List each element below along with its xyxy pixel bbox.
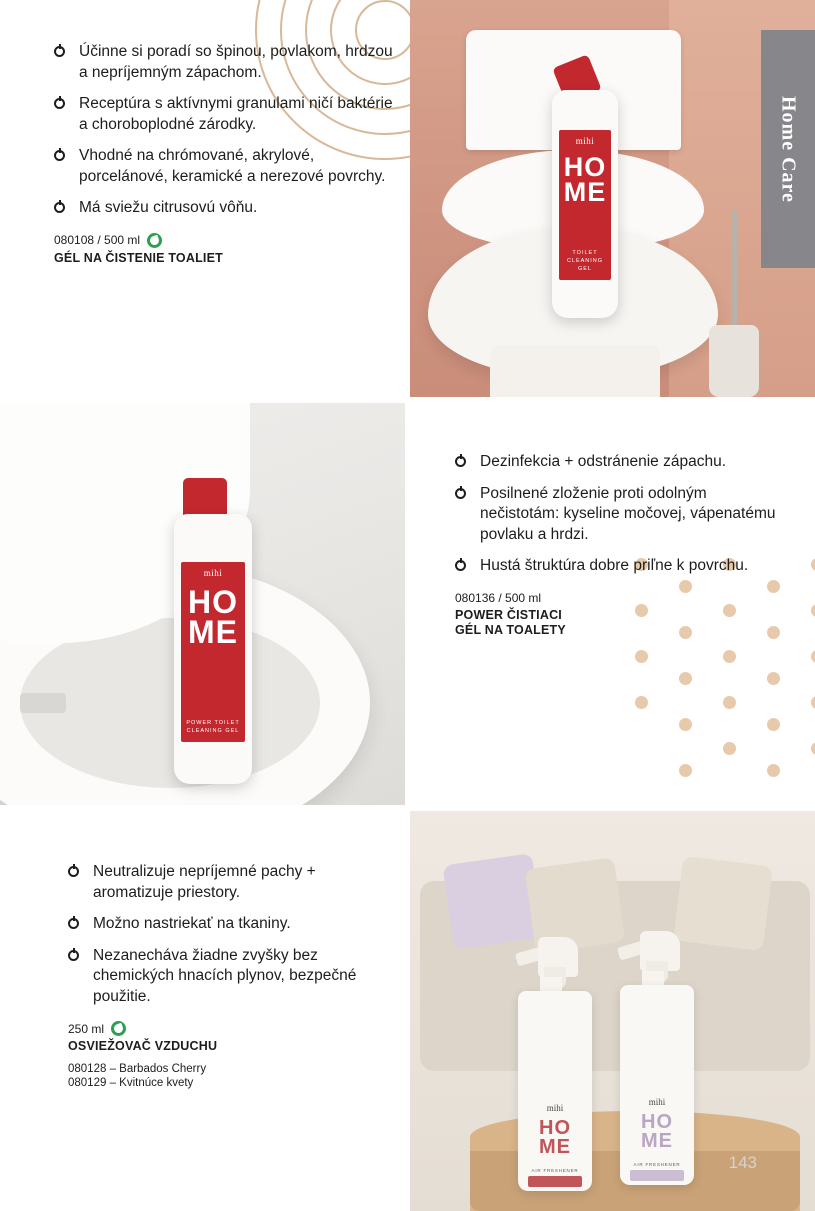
feature-item xyxy=(54,198,399,219)
product-variant-band xyxy=(528,1176,582,1187)
leaf-icon xyxy=(147,233,162,248)
bullet-icon xyxy=(54,98,65,109)
decorative-dot xyxy=(635,650,648,663)
product-subtitle: TOILET CLEANING GEL xyxy=(566,250,604,272)
product-variant-band xyxy=(630,1170,684,1181)
decorative-dot xyxy=(679,718,692,731)
feature-text: Posilnené zloženie proti odolným nečistotám: kyseline močovej, vápenatému povlaku a hrdzi. xyxy=(480,484,776,543)
product-bottle-power-gel xyxy=(150,478,280,788)
decorative-dot xyxy=(723,650,736,663)
feature-list xyxy=(455,452,785,577)
decorative-dot xyxy=(811,650,815,663)
product-subtitle: AIR FRESHENER xyxy=(531,1168,579,1173)
feature-list xyxy=(68,862,398,1007)
product-code: 080136 / 500 ml xyxy=(455,590,542,605)
feature-text: Účinne si poradí so špinou, povlakom, hrdzou a nepríjemným zápachom. xyxy=(79,43,393,81)
product-subtitle: AIR FRESHENER xyxy=(633,1162,681,1167)
photo-toilet-closeup xyxy=(0,403,405,805)
decorative-dot xyxy=(811,696,815,709)
product-code: 080108 / 500 ml xyxy=(54,233,141,247)
photo-living-room xyxy=(410,811,815,1211)
feature-item xyxy=(54,94,399,135)
bullet-icon xyxy=(68,918,79,929)
bullet-icon xyxy=(54,202,65,213)
bullet-icon xyxy=(54,46,65,57)
feature-item xyxy=(54,146,399,187)
product-title: HO ME xyxy=(539,1117,571,1158)
bullet-icon xyxy=(68,866,79,877)
product-description-toilet-gel xyxy=(54,42,399,266)
feature-item xyxy=(455,452,785,473)
product-brand: mihi xyxy=(648,1097,666,1107)
feature-item xyxy=(68,862,398,903)
decorative-dot xyxy=(723,696,736,709)
feature-text: Možno nastriekať na tkaniny. xyxy=(93,915,291,932)
decorative-dot xyxy=(767,672,780,685)
feature-text: Neutralizuje nepríjemné pachy + aromatizuje priestory. xyxy=(93,863,316,901)
product-description-air-freshener xyxy=(68,862,398,1090)
product-spray-air-freshener-flowers xyxy=(610,915,706,1201)
decorative-dot xyxy=(679,672,692,685)
product-subtitle: POWER TOILET CLEANING GEL xyxy=(186,720,240,734)
feature-item xyxy=(54,42,399,83)
feature-item xyxy=(68,914,398,935)
product-title: HO ME xyxy=(563,152,607,207)
feature-text: Receptúra s aktívnymi granulami ničí baktérie a choroboplodné zárodky. xyxy=(79,95,393,133)
page-number: 143 xyxy=(728,1153,757,1172)
feature-text: Hustá štruktúra dobre priľne k povrchu. xyxy=(480,557,749,574)
feature-text: Vhodné na chrómované, akrylové, porcelánové, keramické a nerezové povrchy. xyxy=(79,147,386,185)
feature-list xyxy=(54,42,399,219)
product-code-row xyxy=(68,1021,398,1036)
product-code: 250 ml xyxy=(68,1021,105,1036)
feature-text: Dezinfekcia + odstránenie zápachu. xyxy=(480,453,727,470)
product-description-power-gel xyxy=(455,452,785,638)
bullet-icon xyxy=(455,560,466,571)
product-bottle-toilet-gel xyxy=(530,60,640,320)
feature-item xyxy=(68,946,398,1008)
decorative-dot xyxy=(635,696,648,709)
feature-item xyxy=(455,556,785,577)
bullet-icon xyxy=(455,488,466,499)
product-variants: 080128 – Barbados Cherry 080129 – Kvitnúce kvety xyxy=(68,1063,207,1089)
bullet-icon xyxy=(455,456,466,467)
decorative-dot xyxy=(723,742,736,755)
product-brand: mihi xyxy=(546,1103,564,1113)
decorative-dot xyxy=(679,764,692,777)
decorative-dot xyxy=(811,742,815,755)
product-name: GÉL NA ČISTENIE TOALIET xyxy=(54,250,223,265)
section-tab-home-care xyxy=(761,30,815,268)
bullet-icon xyxy=(68,950,79,961)
bullet-icon xyxy=(54,150,65,161)
product-title: HO ME xyxy=(188,584,238,650)
product-code-row xyxy=(54,233,399,248)
product-title: HO ME xyxy=(641,1111,673,1152)
feature-text: Nezanecháva žiadne zvyšky bez chemických hnacích plynov, bezpečné použitie. xyxy=(93,946,357,1005)
photo-toilet-top xyxy=(410,0,815,397)
feature-text: Má sviežu citrusovú vôňu. xyxy=(79,199,258,216)
decorative-dot xyxy=(767,718,780,731)
product-code-row xyxy=(455,591,785,605)
product-spray-air-freshener-cherry xyxy=(508,921,604,1201)
product-name: POWER ČISTIACI GÉL NA TOALETY xyxy=(455,607,566,637)
decorative-dot xyxy=(767,764,780,777)
decorative-dot xyxy=(811,558,815,571)
product-brand: mihi xyxy=(575,136,595,146)
leaf-icon xyxy=(111,1021,126,1036)
product-brand: mihi xyxy=(203,568,223,578)
decorative-dot xyxy=(811,604,815,617)
feature-item xyxy=(455,484,785,546)
section-tab-label: Home Care xyxy=(777,95,800,203)
product-name: OSVIEŽOVAČ VZDUCHU xyxy=(68,1039,218,1053)
